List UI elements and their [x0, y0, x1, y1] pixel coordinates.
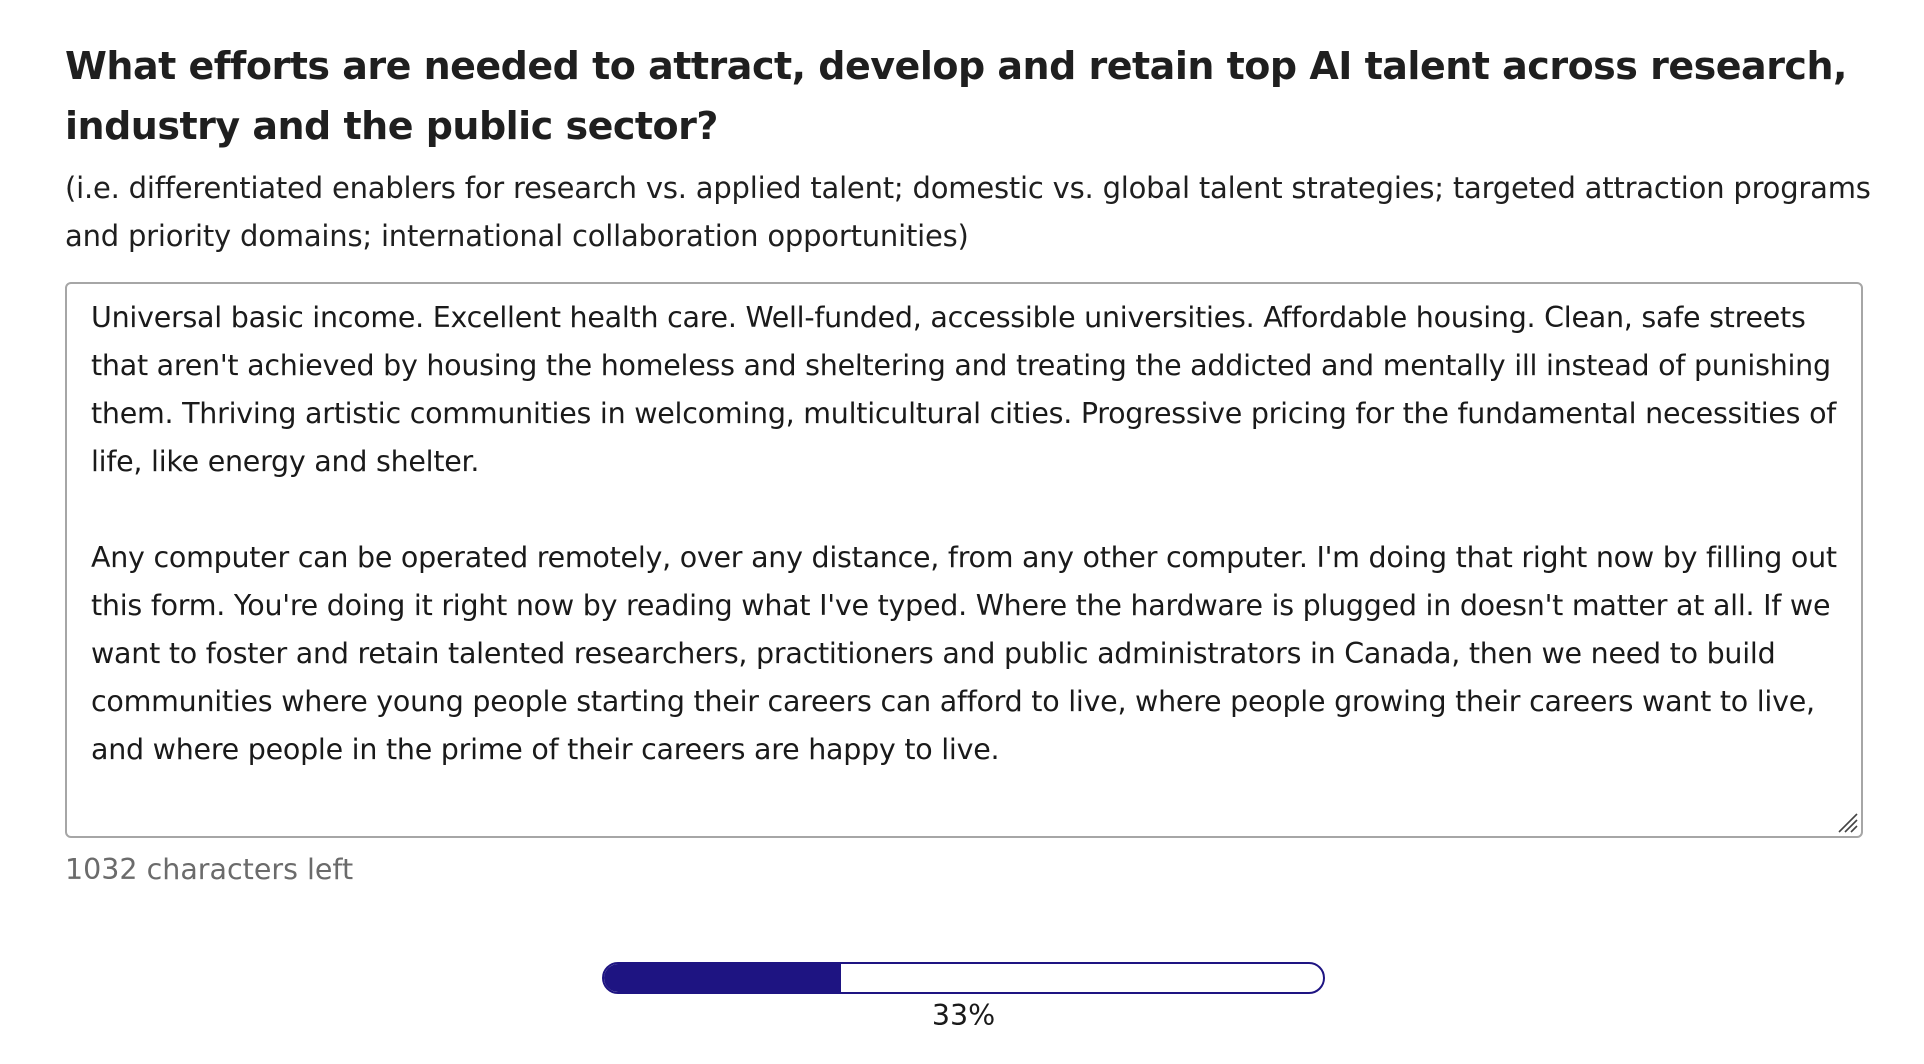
resize-grip-icon[interactable]	[1835, 810, 1859, 834]
form-page	[65, 36, 1871, 890]
progress-label: 33%	[931, 999, 996, 1032]
answer-textarea[interactable]	[65, 282, 1863, 838]
answer-text[interactable]: Universal basic income. Excellent health care. Well-funded, accessible universities. Affordable housing. Clean, safe streets that aren't achieved by housing the homeless and sheltering and treating the addicted and mentally ill instead of punishing them. Thriving artistic communities in welcoming, multicultural cities. Progressive pricing for the fundamental necessities of life, like energy and shelter. Any computer can be operated remotely, over any distance, from any other computer. I'm doing that right now by filling out this form. You're doing it right now by reading what I've typed. Where the hardware is plugged in doesn't matter at all. If we want to foster and retain talented researchers, practitioners and public administrators in Canada, then we need to build communities where young people starting their careers can afford to live, where people growing their careers want to live, and where people in the prime of their careers are happy to live.	[91, 301, 1837, 766]
question-title: What efforts are needed to attract, develop and retain top AI talent across research, industry and the public sector?	[65, 44, 1847, 148]
progress-indicator	[602, 962, 1325, 1036]
question-hint: (i.e. differentiated enablers for research vs. applied talent; domestic vs. global talent strategies; targeted attraction programs and priority domains; international collaboration opportunities)	[65, 171, 1871, 253]
progress-bar-fill	[604, 964, 841, 992]
progress-bar	[602, 962, 1325, 994]
character-counter: 1032 characters left	[65, 853, 354, 886]
